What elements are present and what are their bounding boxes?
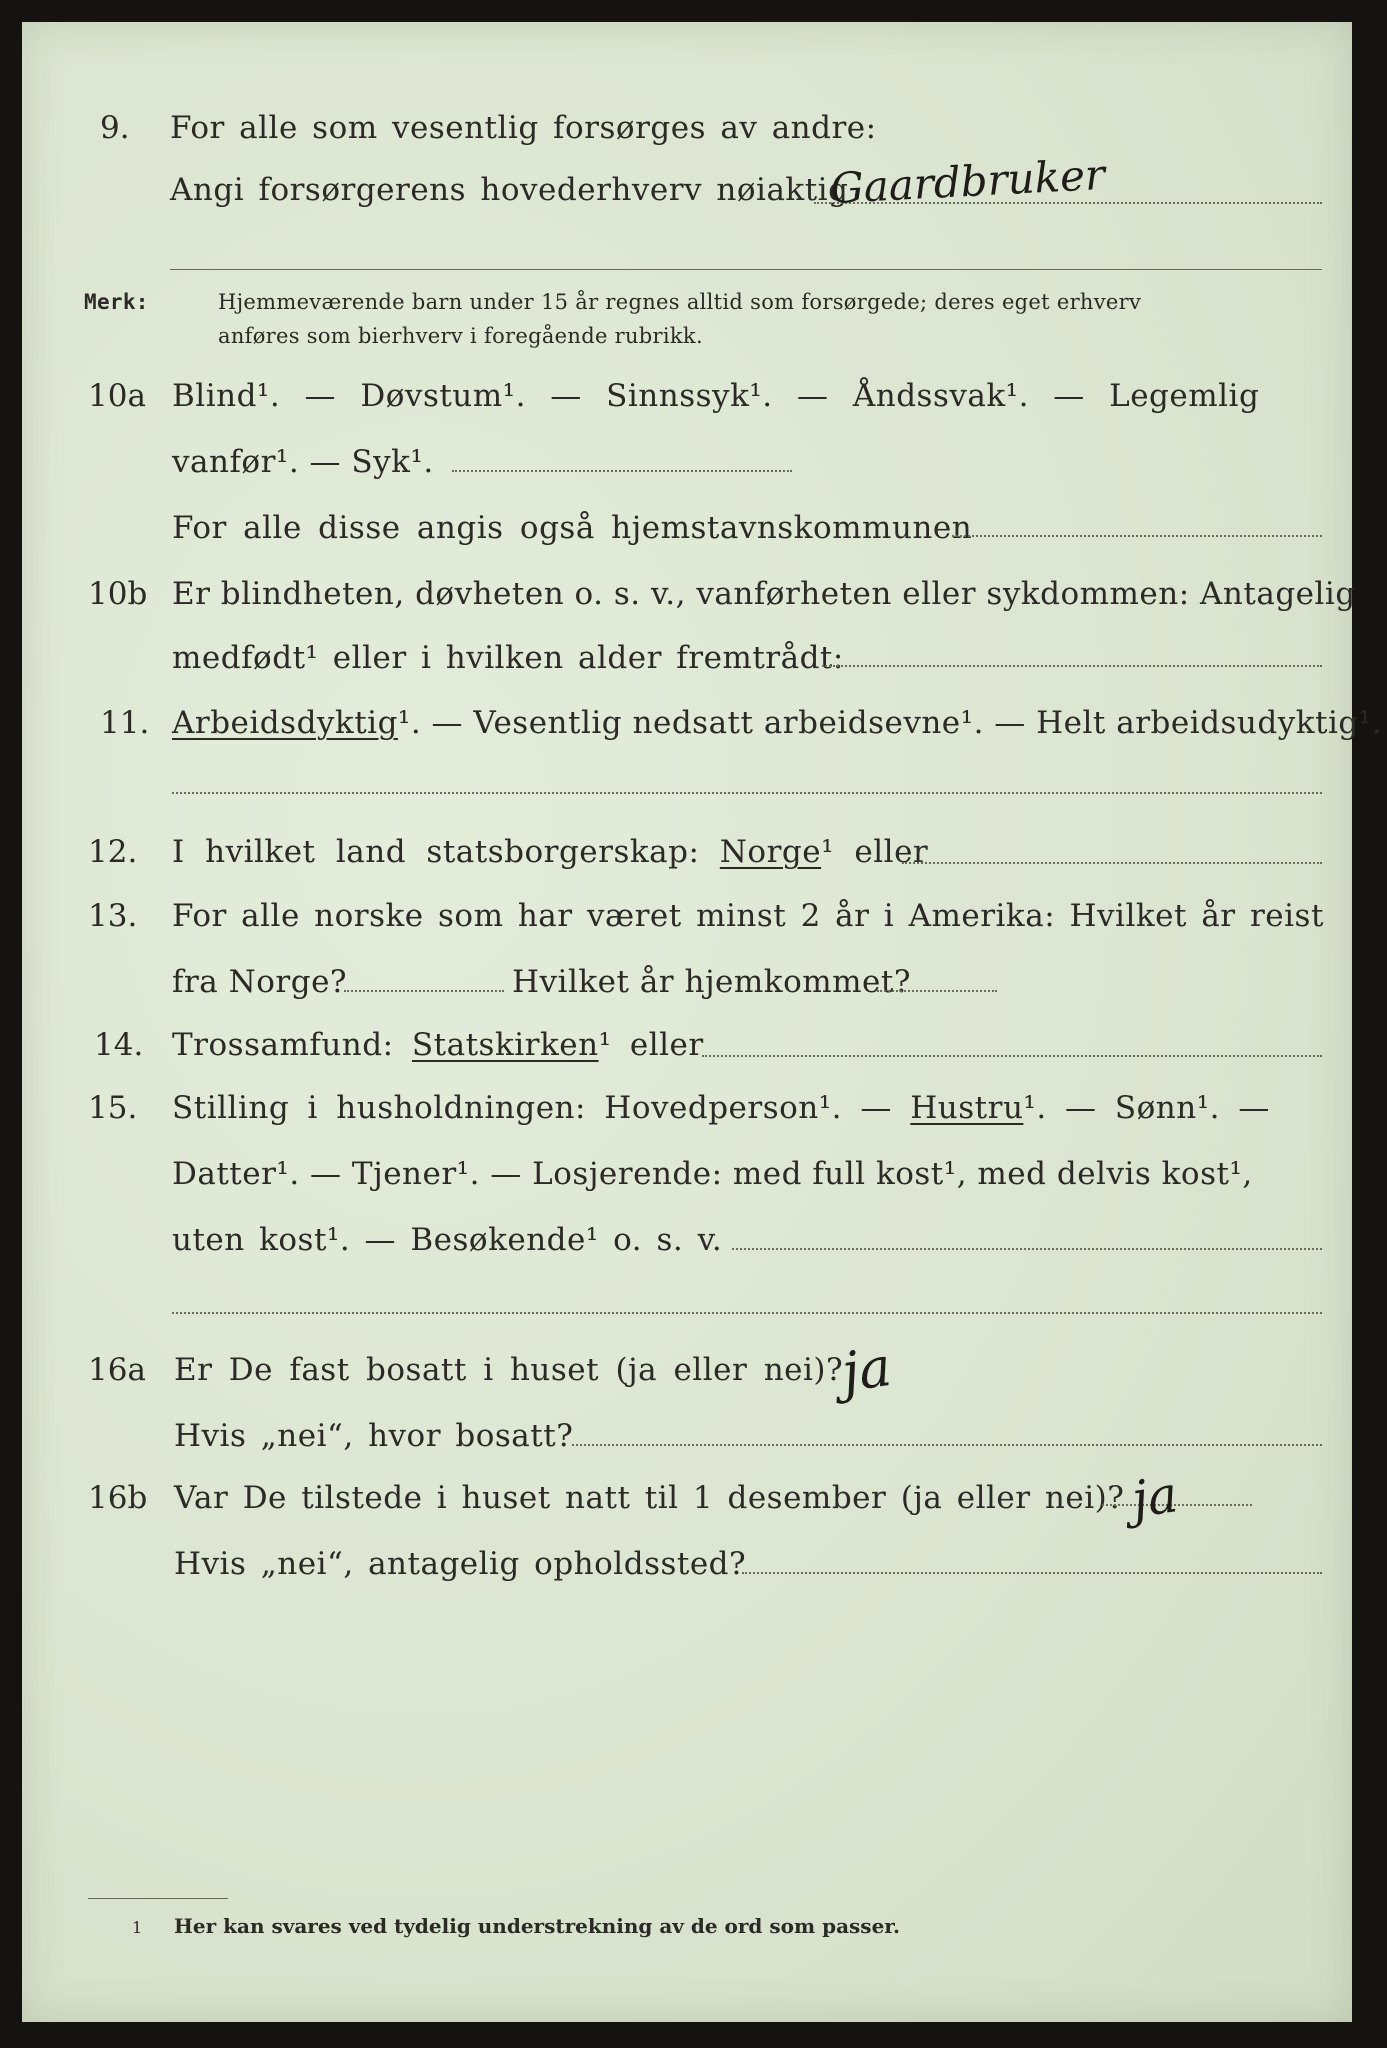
merk-line1: Hjemmeværende barn under 15 år regnes alltid som forsørgede; deres eget erhverv xyxy=(218,290,1142,314)
q13-line1: For alle norske som har været minst 2 år i Amerika: Hvilket år reist xyxy=(172,898,1324,934)
q16b-handwritten-answer: ja xyxy=(1128,1465,1182,1529)
q10a-number: 10a xyxy=(88,378,146,414)
q9-line1: For alle som vesentlig forsørges av andre: xyxy=(170,110,877,146)
q10b-number: 10b xyxy=(88,576,148,612)
q11-line xyxy=(172,705,1382,741)
q15-extra-line xyxy=(172,1312,1322,1314)
q10b-line1: Er blindheten, døvheten o. s. v., vanførheten eller sykdommen: Antagelig xyxy=(172,576,1356,612)
q12-line xyxy=(172,834,928,870)
q15-answer-line xyxy=(732,1248,1322,1250)
q10a-line2: vanfør¹. — Syk¹. xyxy=(172,444,434,480)
merk-label: Merk: xyxy=(84,290,149,314)
q16a-line1: Er De fast bosatt i huset (ja eller nei)? xyxy=(174,1352,844,1388)
q15-line2: Datter¹. — Tjener¹. — Losjerende: med full kost¹, med delvis kost¹, xyxy=(172,1156,1253,1192)
q14-line xyxy=(172,1027,704,1063)
q16a-number: 16a xyxy=(88,1352,146,1388)
q13-reist-line xyxy=(344,990,504,992)
q16b-opholdssted-line xyxy=(742,1572,1322,1574)
merk-line2: anføres som bierhverv i foregående rubrikk. xyxy=(218,324,703,348)
q11-rest: ¹. — Vesentlig nedsatt arbeidsevne¹. — Helt arbeidsudyktig¹. xyxy=(397,705,1383,741)
q16b-line1: Var De tilstede i huset natt til 1 desember (ja eller nei)? xyxy=(174,1480,1125,1516)
q15-number: 15. xyxy=(88,1090,138,1126)
q16a-answer-line xyxy=(572,1444,1322,1446)
q11-number: 11. xyxy=(100,705,150,741)
footnote-text: Her kan svares ved tydelig understrekning av de ord som passer. xyxy=(174,1914,900,1938)
q16b-line2: Hvis „nei“, antagelig opholdssted? xyxy=(174,1546,747,1582)
q10a-syk-line xyxy=(452,470,792,472)
q14-number: 14. xyxy=(94,1027,144,1063)
q9-handwritten-answer: Gaardbruker xyxy=(828,149,1107,214)
q12-option-norge: Norge xyxy=(719,834,822,870)
q16a-line2: Hvis „nei“, hvor bosatt? xyxy=(174,1418,574,1454)
q15-option-hustru: Hustru xyxy=(910,1090,1024,1126)
q13-number: 13. xyxy=(88,898,138,934)
q14-tail: ¹ eller xyxy=(598,1027,704,1063)
q12-number: 12. xyxy=(88,834,138,870)
q12-text: I hvilket land statsborgerskap: xyxy=(172,834,700,870)
q14-text: Trossamfund: xyxy=(172,1027,394,1063)
q12-answer-line xyxy=(902,862,1322,864)
q9-number: 9. xyxy=(100,110,130,146)
footnote-rule xyxy=(88,1898,228,1899)
footnote-mark: 1 xyxy=(132,1918,143,1937)
q15-line3: uten kost¹. — Besøkende¹ o. s. v. xyxy=(172,1222,723,1258)
q10b-answer-line xyxy=(822,665,1322,667)
q13-line2a: fra Norge? xyxy=(172,964,348,1000)
q15-line1 xyxy=(172,1090,1270,1126)
q16b-number: 16b xyxy=(88,1480,148,1516)
q11-option-arbeidsdyktig: Arbeidsdyktig xyxy=(172,705,398,741)
q9-line2: Angi forsørgerens hovederhverv nøiaktig xyxy=(170,172,849,208)
q11-answer-line xyxy=(172,792,1322,794)
q12-tail: ¹ eller xyxy=(821,834,929,870)
q10a-hjemstavn-line xyxy=(952,535,1322,537)
q14-answer-line xyxy=(702,1055,1322,1057)
census-form-page xyxy=(22,22,1383,2022)
q13-line2b: Hvilket år hjemkommet? xyxy=(512,964,911,1000)
q16a-handwritten-answer: ja xyxy=(837,1334,896,1405)
q13-hjemkommet-line xyxy=(877,990,997,992)
q15-line1a: Stilling i husholdningen: Hovedperson¹. — xyxy=(172,1090,892,1126)
q14-option-statskirken: Statskirken xyxy=(411,1027,599,1063)
q10a-line1: Blind¹. — Døvstum¹. — Sinnssyk¹. — Åndssvak¹. — Legemlig xyxy=(172,378,1260,414)
q10a-line3: For alle disse angis også hjemstavnskommunen xyxy=(172,510,973,546)
q10b-line2: medfødt¹ eller i hvilken alder fremtrådt: xyxy=(172,640,844,676)
divider xyxy=(170,269,1322,270)
q15-line1b: ¹. — Sønn¹. — xyxy=(1023,1090,1270,1126)
